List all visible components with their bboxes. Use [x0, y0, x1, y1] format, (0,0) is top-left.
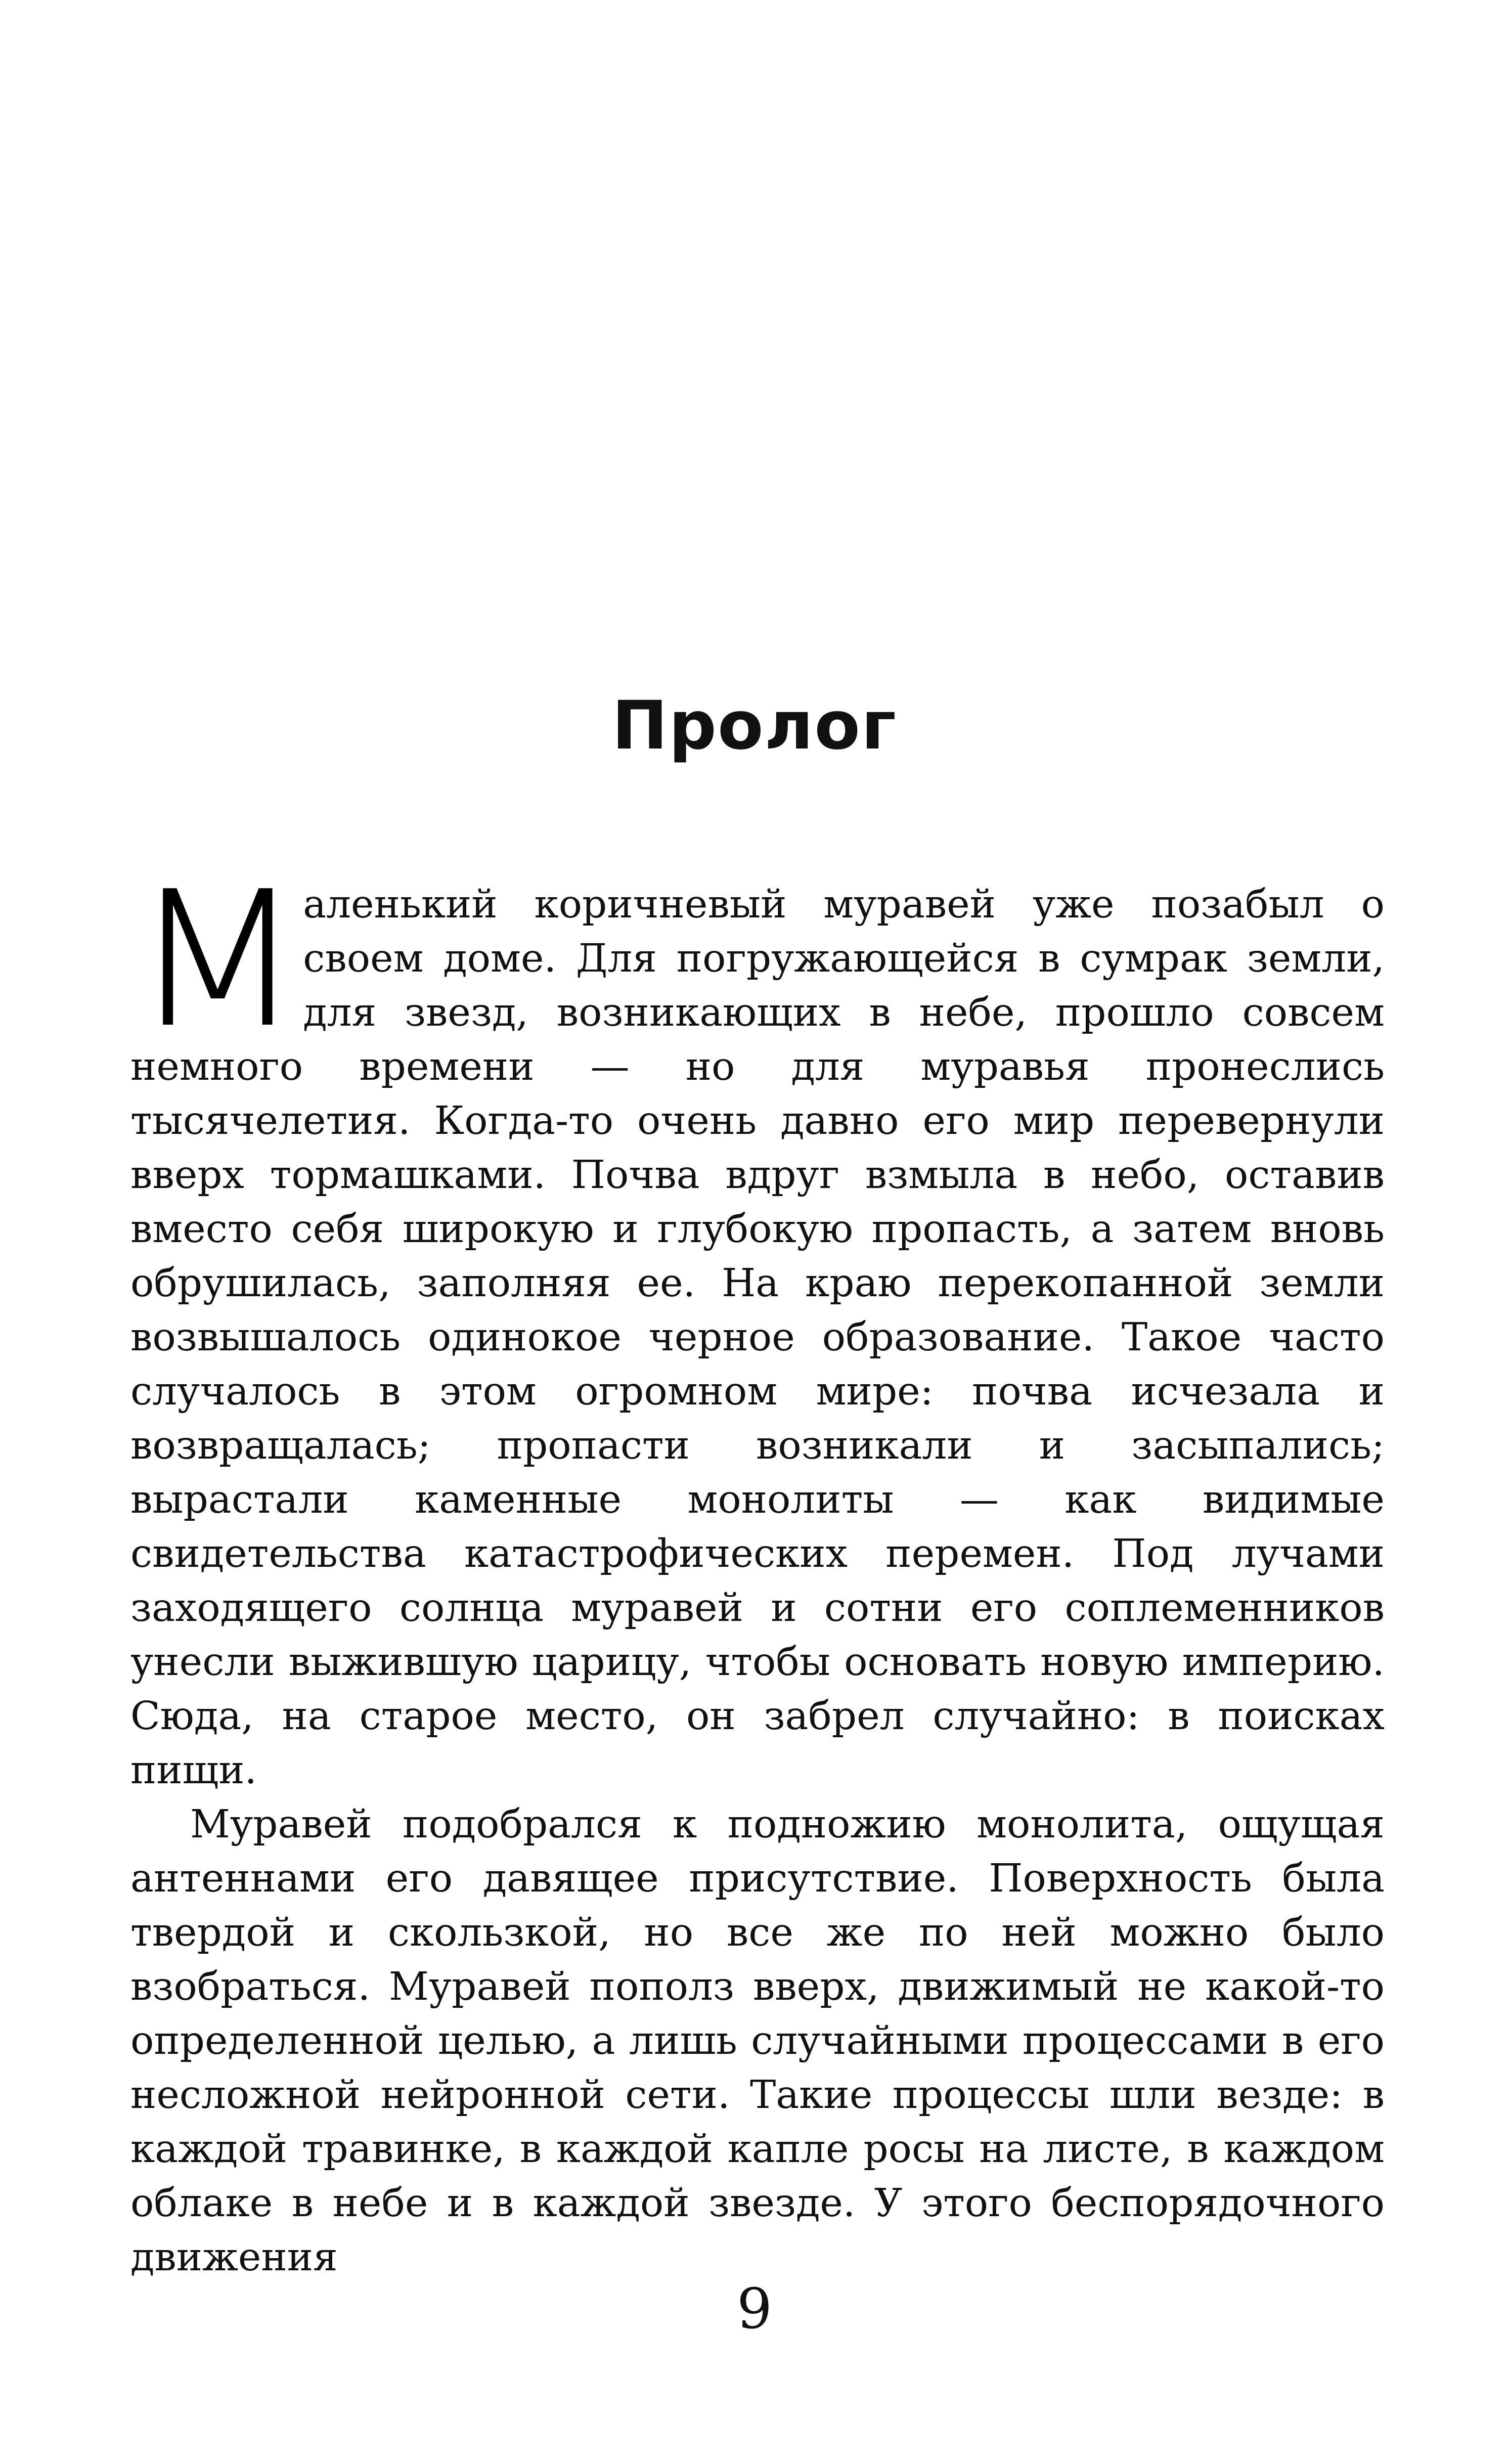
paragraph-2: Муравей подобрался к подножию монолита, ощущая антеннами его давящее присутствие. Поверхность была твердой и скользкой, но все же по ней можно было взобраться. Муравей пополз вверх, движимый не какой-то определенной целью, а лишь случайными процессами в его несложной нейронной сети. Такие процессы шли везде: в каждой травинке, в каждой капле росы на листе, в каждом облаке в небе и в каждой звезде. У этого беспорядочного движения — [130, 1802, 1385, 2280]
chapter-title: Пролог — [612, 687, 897, 765]
page-number: 9 — [737, 2276, 772, 2341]
paragraph-1-text: аленький коричневый муравей уже позабыл о своем доме. Для погружающейся в сумрак земли, для звезд, возникающих в небе, прошло совсем немного времени — но для муравья пронеслись тысячелетия. Когда-то очень давно его мир перевернули вверх тормашками. Почва вдруг взмыла в небо, оставив вместо себя широкую и глубокую пропасть, а затем вновь обрушилась, заполняя ее. На краю перекопанной земли возвышалось одинокое черное образование. Такое часто случалось в этом огромном мире: почва исчезала и возвращалась; пропасти возникали и засыпались; вырастали каменные монолиты — как видимые свидетельства катастрофических перемен. Под лучами заходящего солнца муравей и сотни его соплеменников унесли выжившую царицу, чтобы основать новую империю. Сюда, на старое место, он забрел случайно: в поисках пищи. — [130, 882, 1385, 1793]
body-text — [130, 852, 1385, 2284]
paragraph-1 — [130, 852, 1385, 1797]
drop-cap: М — [130, 852, 305, 1069]
